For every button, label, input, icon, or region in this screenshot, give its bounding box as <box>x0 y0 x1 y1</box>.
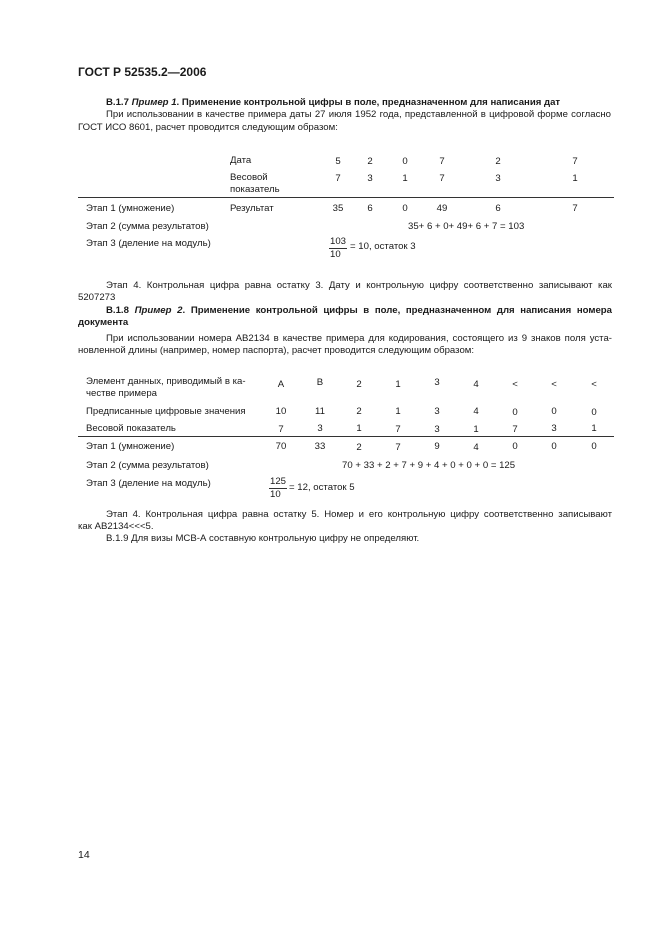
t2-product-cell: 4 <box>473 442 479 453</box>
t1-sum-expression: 35+ 6 + 0+ 49+ 6 + 7 = 103 <box>408 221 525 232</box>
t2-value-cell: 0 <box>551 406 557 417</box>
section-b18-heading-line2: документа <box>78 317 129 328</box>
t1-date-cell: 0 <box>402 156 408 167</box>
t2-product-cell: 9 <box>434 441 440 452</box>
section-b18-heading <box>106 305 612 317</box>
t2-product-cell: 70 <box>275 441 287 452</box>
t1-date-cell: 2 <box>495 156 501 167</box>
t2-weight-cell: 7 <box>278 424 284 435</box>
row-label-date: Дата <box>230 155 252 166</box>
b17-intro-line2: ГОСТ ИСО 8601, расчет проводится следующим образом: <box>78 122 338 133</box>
section-title: . Применение контрольной цифры в поле, предназначенном для написания номера <box>182 305 612 316</box>
t2-product-cell: 33 <box>314 441 326 452</box>
t2-weight-cell: 1 <box>591 423 597 434</box>
fraction-denominator: 10 <box>270 489 281 500</box>
b17-stage4-line2: 5207273 <box>78 292 116 303</box>
t1-result-cell: 7 <box>572 203 578 214</box>
t1-weight-cell: 3 <box>495 173 501 184</box>
t1-fraction <box>329 236 347 261</box>
t1-result-cell: 0 <box>402 203 408 214</box>
t1-weight-cell: 1 <box>572 173 578 184</box>
t2-weight-cell: 7 <box>395 424 401 435</box>
t2-element-cell: < <box>551 379 557 390</box>
t2-element-cell: < <box>512 379 518 390</box>
t2-product-cell: 0 <box>512 441 518 452</box>
t2-product-cell: 7 <box>395 442 401 453</box>
t2-element-cell: А <box>277 379 285 390</box>
t1-weight-cell: 1 <box>402 173 408 184</box>
row-label-weight-1: Весовой <box>230 172 268 183</box>
table-rule <box>78 197 614 198</box>
t2-value-cell: 10 <box>275 406 287 417</box>
t2-element-cell: 2 <box>356 379 362 390</box>
t2-product-cell: 0 <box>591 441 597 452</box>
row-label-element-2: честве примера <box>86 388 158 399</box>
t1-fraction-result: = 10, остаток 3 <box>350 241 416 252</box>
t2-fraction <box>269 476 287 501</box>
t1-stage1-label: Этап 1 (умножение) <box>86 203 175 214</box>
t2-product-cell: 0 <box>551 441 557 452</box>
t1-result-cell: 49 <box>436 203 448 214</box>
t2-element-cell: < <box>591 379 597 390</box>
t1-stage3-label: Этап 3 (деление на модуль) <box>86 238 211 249</box>
b18-stage4-line1: Этап 4. Контрольная цифра равна остатку 5. Номер и его контрольную цифру соответственно записывают <box>106 509 612 520</box>
t1-date-cell: 5 <box>335 156 341 167</box>
t1-result-cell: 6 <box>367 203 373 214</box>
t2-element-cell: 1 <box>395 379 401 390</box>
t1-weight-cell: 3 <box>367 173 373 184</box>
example-label: Пример 1 <box>131 97 177 108</box>
section-title: . Применение контрольной цифры в поле, предназначенном для написания дат <box>176 97 561 108</box>
row-label-weight: Весовой показатель <box>86 423 176 434</box>
b17-stage4-line1: Этап 4. Контрольная цифра равна остатку 3. Дату и контрольную цифру соответственно записывают как <box>106 280 612 291</box>
t2-stage1-label: Этап 1 (умножение) <box>86 441 175 452</box>
t2-stage3-label: Этап 3 (деление на модуль) <box>86 478 211 489</box>
t2-element-cell: 4 <box>473 379 479 390</box>
b18-intro-line2: новленной длины (например, номер паспорта), расчет проводится следующим образом: <box>78 345 475 356</box>
document-header: ГОСТ Р 52535.2—2006 <box>78 65 207 79</box>
fraction-numerator: 103 <box>330 236 347 247</box>
section-number: В.1.8 <box>106 305 129 316</box>
t2-value-cell: 3 <box>434 406 440 417</box>
t2-weight-cell: 3 <box>551 423 557 434</box>
t2-value-cell: 0 <box>512 407 518 418</box>
row-label-values: Предписанные цифровые значения <box>86 406 246 417</box>
t1-date-cell: 2 <box>367 156 373 167</box>
t1-weight-cell: 7 <box>439 173 445 184</box>
t1-result-cell: 35 <box>332 203 344 214</box>
fraction-numerator: 125 <box>270 476 287 487</box>
example-label: Пример 2 <box>134 305 183 316</box>
t2-weight-cell: 3 <box>434 424 440 435</box>
t1-date-cell: 7 <box>572 156 578 167</box>
t2-value-cell: 2 <box>356 406 362 417</box>
t2-weight-cell: 3 <box>317 423 323 434</box>
t2-value-cell: 11 <box>315 406 325 417</box>
t1-stage2-label: Этап 2 (сумма результатов) <box>86 221 209 232</box>
t2-value-cell: 1 <box>395 406 401 417</box>
t2-stage2-label: Этап 2 (сумма результатов) <box>86 460 209 471</box>
t1-result-cell: 6 <box>495 203 501 214</box>
t2-weight-cell: 1 <box>473 424 479 435</box>
row-label-weight-2: показатель <box>230 184 280 195</box>
t1-weight-cell: 7 <box>335 173 341 184</box>
b18-stage4-line2: как АВ2134<<<5. <box>78 521 154 532</box>
page-number: 14 <box>78 849 90 861</box>
b17-intro-line1: При использовании в качестве примера даты 27 июля 1952 года, представленной в цифровой форме согласно <box>106 109 611 120</box>
table-rule <box>78 436 614 437</box>
fraction-denominator: 10 <box>330 249 341 260</box>
t2-weight-cell: 1 <box>356 423 362 434</box>
t2-sum-expression: 70 + 33 + 2 + 7 + 9 + 4 + 0 + 0 + 0 = 125 <box>342 460 516 471</box>
b18-intro-line1: При использовании номера АВ2134 в качестве примера для кодирования, состоящего из 9 знаков поля уста- <box>106 333 612 344</box>
t2-product-cell: 2 <box>356 442 362 453</box>
row-label-result: Результат <box>230 203 274 214</box>
t2-value-cell: 4 <box>473 406 479 417</box>
t2-element-cell: В <box>316 377 324 388</box>
section-b17-heading <box>106 97 560 109</box>
t2-weight-cell: 7 <box>512 424 518 435</box>
section-b19-text: В.1.9 Для визы МСВ-А составную контрольную цифру не определяют. <box>106 533 420 544</box>
t1-date-cell: 7 <box>439 156 445 167</box>
row-label-element-1: Элемент данных, приводимый в ка- <box>86 376 246 387</box>
t2-fraction-result: = 12, остаток 5 <box>289 482 355 493</box>
section-number: В.1.7 <box>106 97 129 108</box>
t2-value-cell: 0 <box>591 407 597 418</box>
t2-element-cell: 3 <box>434 377 440 388</box>
